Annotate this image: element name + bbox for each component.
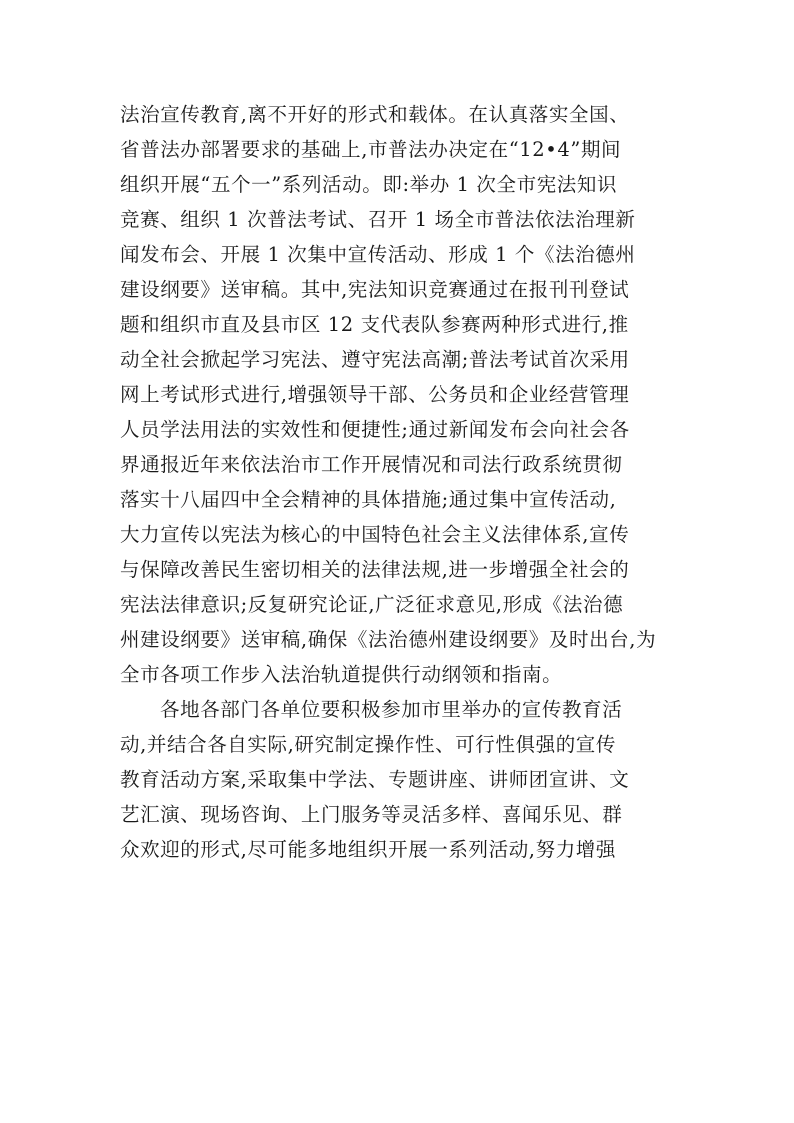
text-line: 闻发布会、开展 1 次集中宣传活动、形成 1 个《法治德州 [120,243,636,266]
text-line: 省普法办部署要求的基础上,市普法办决定在“12•4”期间 [120,138,622,161]
text-line: 动全社会掀起学习宪法、遵守宪法高潮;普法考试首次采用 [120,348,630,371]
text-line: 落实十八届四中全会精神的具体措施;通过集中宣传活动, [120,488,617,511]
text-line: 建设纲要》送审稿。其中,宪法知识竞赛通过在报刊刊登试 [120,278,630,301]
text-line: 宪法法律意识;反复研究论证,广泛征求意见,形成《法治德 [120,593,624,616]
paragraph-2 [120,692,680,867]
text-line: 法治宣传教育,离不开好的形式和载体。在认真落实全国、 [120,103,630,126]
text-line: 教育活动方案,采取集中学法、专题讲座、讲师团宣讲、文 [120,768,630,791]
text-line: 艺汇演、现场咨询、上门服务等灵活多样、喜闻乐见、群 [120,803,623,826]
text-line: 州建设纲要》送审稿,确保《法治德州建设纲要》及时出台,为 [120,628,657,651]
text-line: 各地各部门各单位要积极参加市里举办的宣传教育活 [160,698,623,721]
text-line: 全市各项工作步入法治轨道提供行动纲领和指南。 [120,663,563,686]
text-line: 动,并结合各自实际,研究制定操作性、可行性俱强的宣传 [120,733,616,756]
text-line: 题和组织市直及县市区 12 支代表队参赛两种形式进行,推 [120,313,629,336]
text-line: 网上考试形式进行,增强领导干部、公务员和企业经营管理 [120,383,630,406]
text-line: 界通报近年来依法治市工作开展情况和司法行政系统贯彻 [120,453,623,476]
body-text [120,97,680,867]
paragraph-1 [120,97,680,692]
text-line: 人员学法用法的实效性和便捷性;通过新闻发布会向社会各 [120,418,630,441]
text-line: 众欢迎的形式,尽可能多地组织开展一系列活动,努力增强 [120,838,616,861]
text-line: 组织开展“五个一”系列活动。即:举办 1 次全市宪法知识 [120,173,618,196]
text-line: 与保障改善民生密切相关的法律法规,进一步增强全社会的 [120,558,630,581]
text-line: 大力宣传以宪法为核心的中国特色社会主义法律体系,宣传 [120,523,630,546]
text-line: 竞赛、组织 1 次普法考试、召开 1 场全市普法依法治理新 [120,208,636,231]
